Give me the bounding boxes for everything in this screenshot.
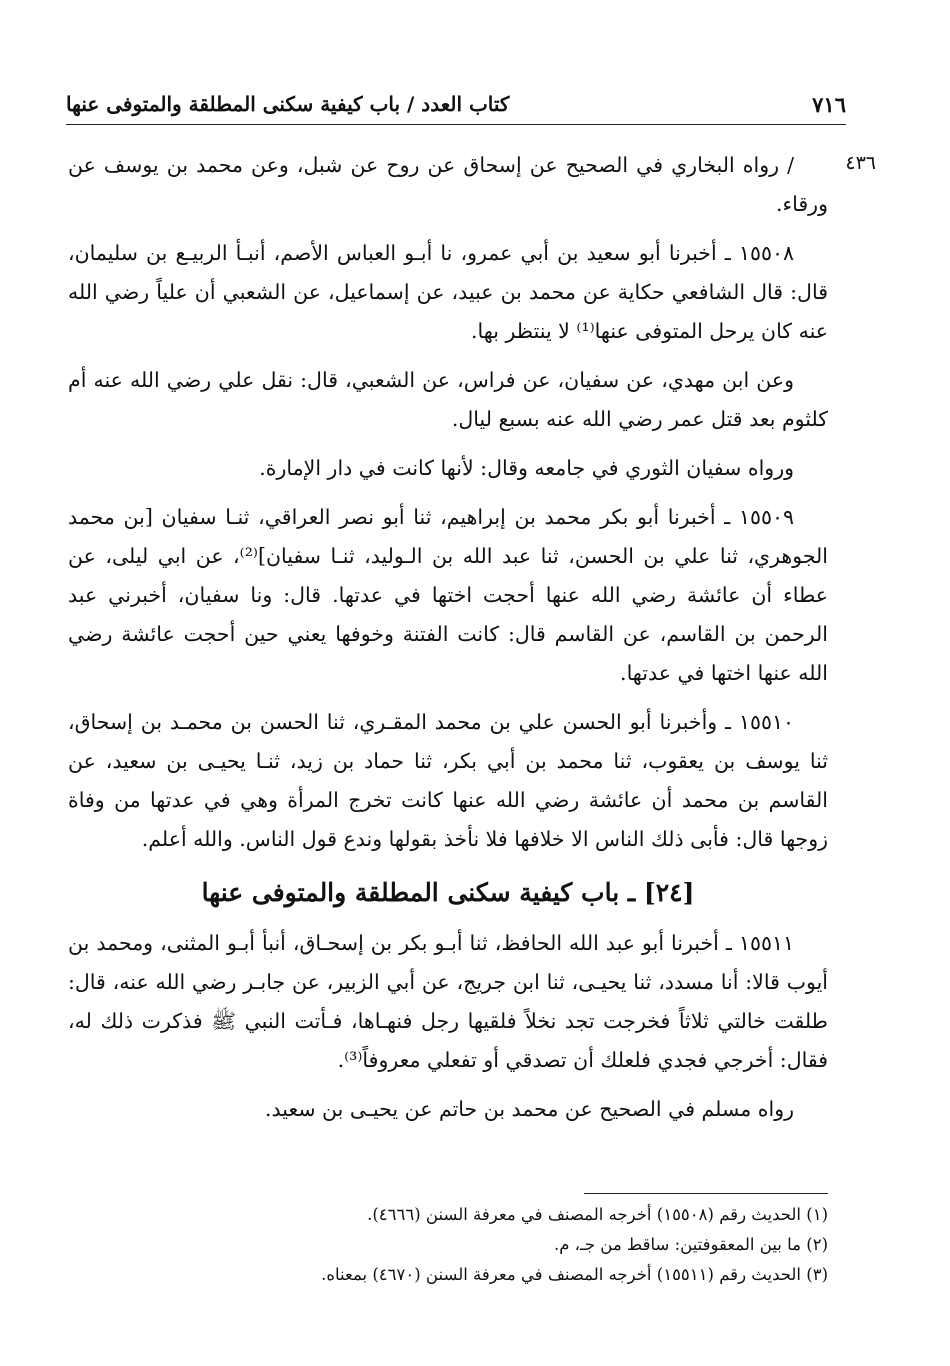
footnotes <box>108 1200 828 1290</box>
header-title: كتاب العدد / باب كيفية سكنى المطلقة والمتوفى عنها <box>66 92 510 116</box>
paragraph: ١٥٥٠٩ ـ أخبرنا أبو بكر محمد بن إبراهيم، ثنا أبو نصر العراقي، ثنـا سفيان [بن محمد الجوهري، ثنا علي بن الحسن، ثنا عبد الله بن الـوليد، ثنـا سفيان]⁽²⁾، عن ابي ليلى، عن عطاء أن عائشة رضي الله عنها أحجت اختها في عدتها. قال: ونا سفيان، أخبرني عبد الرحمن بن القاسم، عن القاسم قال: كانت الفتنة وخوفها يعني حين أحجت عائشة رضي الله عنها اختها في عدتها. <box>68 505 828 685</box>
paragraph: ورواه سفيان الثوري في جامعه وقال: لأنها كانت في دار الإمارة. <box>259 456 794 480</box>
footnote-separator <box>584 1193 828 1194</box>
paragraph: ١٥٥١٠ ـ وأخبرنا أبو الحسن علي بن محمد المقـري، ثنا الحسن بن محمـد بن إسحاق، ثنا يوسف بن يعقوب، ثنا محمد بن أبي بكر، ثنا حماد بن زيد، ثنـا يحيـى بن سعيد، عن القاسم بن محمد أن عائشة رضي الله عنها كانت تخرج المرأة وهي في عدتها من وفاة زوجها قال: فأبى ذلك الناس الا خلافها فلا نأخذ بقولها وندع قول الناس. والله أعلم. <box>68 710 828 851</box>
margin-page-number: ٤٣٦ <box>845 152 876 174</box>
footnote: (٣) الحديث رقم (١٥٥١١) أخرجه المصنف في معرفة السنن (٤٦٧٠) بمعناه. <box>321 1265 828 1284</box>
paragraph: / رواه البخاري في الصحيح عن إسحاق عن روح عن شبل، وعن محمد بن يوسف عن ورقاء. <box>68 153 828 216</box>
footnote: (١) الحديث رقم (١٥٥٠٨) أخرجه المصنف في معرفة السنن (٤٦٦٦). <box>367 1205 828 1224</box>
section-heading: [٢٤] ـ باب كيفية سكنى المطلقة والمتوفى عنها <box>201 878 695 907</box>
paragraph: ١٥٥٠٨ ـ أخبرنا أبو سعيد بن أبي عمرو، نا أبـو العباس الأصم، أنبـأ الربيـع بن سليمان، قال: قال الشافعي حكاية عن محمد بن عبيد، عن إسماعيل، عن الشعبي أن علياً رضي الله عنه كان يرحل المتوفى عنها⁽¹⁾ لا ينتظر بها. <box>68 241 828 343</box>
paragraph: رواه مسلم في الصحيح عن محمد بن حاتم عن يحيـى بن سعيد. <box>264 1097 794 1121</box>
page-number: ٧١٦ <box>812 92 846 117</box>
main-text <box>68 146 828 1139</box>
running-header <box>66 90 846 125</box>
paragraph: ١٥٥١١ ـ أخبرنا أبو عبد الله الحافظ، ثنا أبـو بكر بن إسحـاق، أنبأ أبـو المثنى، ومحمد بن أيوب قالا: أنا مسدد، ثنا يحيـى، ثنا ابن جريج، عن أبي الزبير، عن جابـر رضي الله عنه، قال: طلقت خالتي ثلاثاً فخرجت تجد نخلاً فلقيها رجل فنهـاها، فـأتت النبي ﷺ فذكرت ذلك له، فقال: أخرجي فجدي فلعلك أن تصدقي أو تفعلي معروفاً⁽³⁾. <box>68 931 828 1072</box>
footnote: (٢) ما بين المعقوفتين: ساقط من جـ، م. <box>553 1235 828 1254</box>
paragraph: وعن ابن مهدي، عن سفيان، عن فراس، عن الشعبي، قال: نقل علي رضي الله عنه أم كلثوم بعد قتل عمر رضي الله عنه بسبع ليال. <box>68 368 828 431</box>
